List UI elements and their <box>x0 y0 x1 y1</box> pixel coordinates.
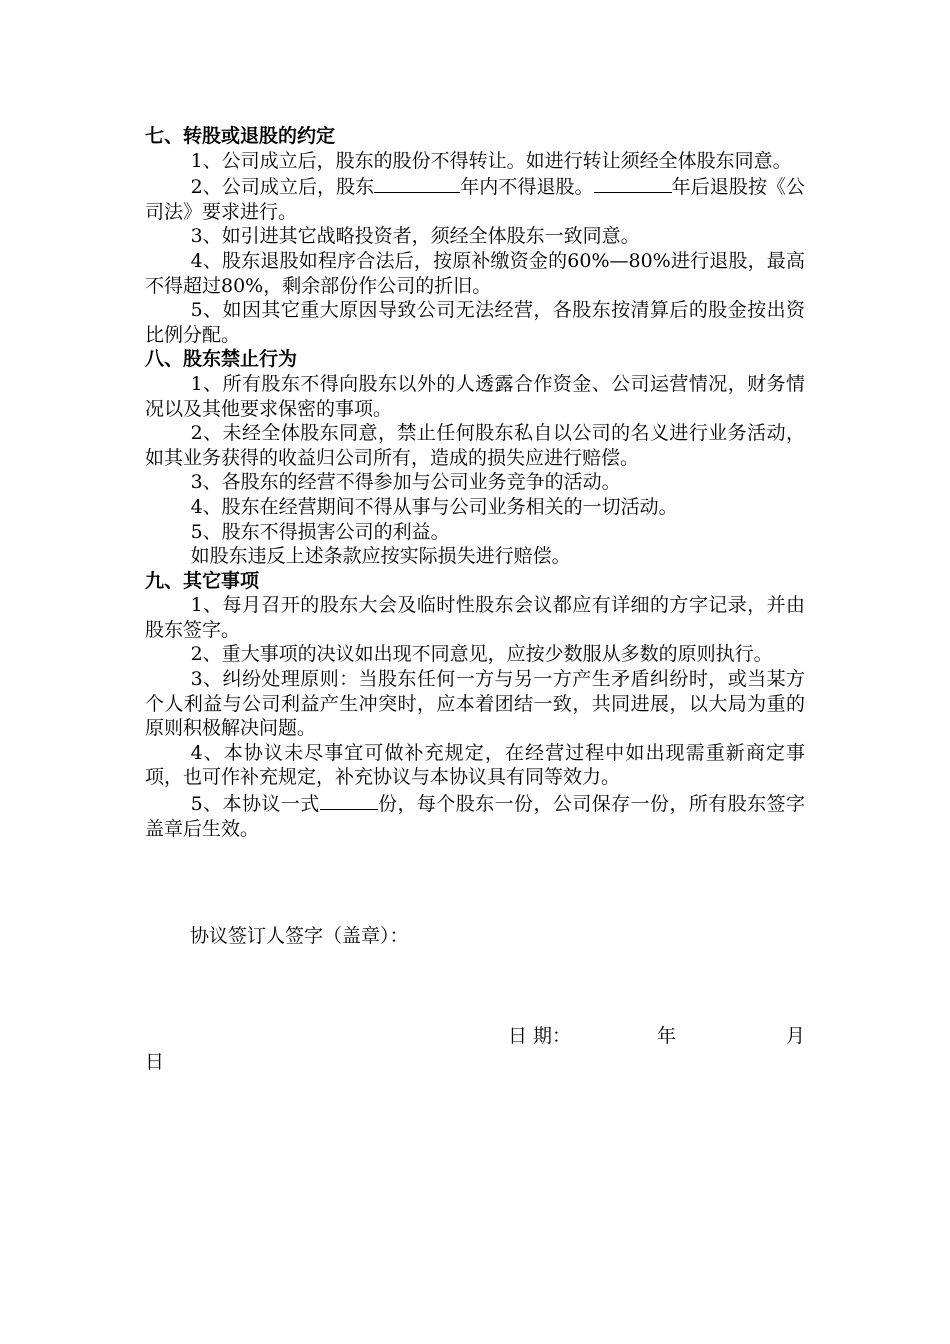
clause-9-5 <box>145 790 805 841</box>
agreement-body <box>145 124 805 841</box>
section-heading-transfer: 七、转股或退股的约定 <box>145 125 336 147</box>
section-heading-other: 九、其它事项 <box>145 569 260 592</box>
clause-7-2 <box>145 173 805 224</box>
section-heading-prohibited: 八、股东禁止行为 <box>145 348 298 371</box>
clause-8-3: 3、各股东的经营不得参加与公司业务竞争的活动。 <box>190 471 621 494</box>
clause-9-2: 2、重大事项的决议如出现不同意见，应按少数服从多数的原则执行。 <box>190 643 773 666</box>
blank-years-after-withdraw[interactable] <box>594 173 672 193</box>
clause-8-4: 4、股东在经营期间不得从事与公司业务相关的一切活动。 <box>190 495 678 518</box>
date-label: 日 期： <box>508 1025 572 1047</box>
date-month: 月 <box>786 1025 806 1047</box>
clause-8-2: 2、未经全体股东同意，禁止任何股东私自以公司的名义进行业务活动，如其业务获得的收益归公司所有，造成的损失应进行赔偿。 <box>145 422 805 469</box>
clause-7-4: 4、股东退股如程序合法后，按原补缴资金的60%—80%进行退股，最高不得超过80%，剩余部份作公司的折旧。 <box>145 249 805 297</box>
clause-7-1: 1、公司成立后，股东的股份不得转让。如进行转让须经全体股东同意。 <box>190 149 792 172</box>
clause-9-1: 1、每月召开的股东大会及临时性股东会议都应有详细的方字记录，并由股东签字。 <box>145 594 805 641</box>
clause-8-note: 如股东违反上述条款应按实际损失进行赔偿。 <box>190 545 571 568</box>
clause-8-1: 1、所有股东不得向股东以外的人透露合作资金、公司运营情况，财务情况以及其他要求保密的事项。 <box>145 372 805 420</box>
clause-9-3: 3、纠纷处理原则：当股东任何一方与另一方产生矛盾纠纷时，或当某方个人利益与公司利益产生冲突时，应本着团结一致，共同进展，以大局为重的原则积极解决问题。 <box>145 668 805 740</box>
clause-7-2-part2: 年内不得退股。 <box>460 176 594 199</box>
clause-7-5: 5、如因其它重大原因导致公司无法经营，各股东按清算后的股金按出资比例分配。 <box>145 299 805 346</box>
clause-9-4: 4、本协议未尽事宜可做补充规定，在经营过程中如出现需重新商定事项，也可作补充规定，补充协议与本协议具有同等效力。 <box>145 741 805 789</box>
clause-9-5-part2: 份，每个股东一份，公司保存一份，所有股东签字盖章后生效。 <box>145 793 805 840</box>
date-year: 年 <box>657 1025 677 1047</box>
date-day: 日 <box>145 1051 165 1073</box>
clause-8-5: 5、股东不得损害公司的利益。 <box>190 520 450 543</box>
clause-7-2-part1: 2、公司成立后，股东 <box>190 176 375 199</box>
blank-years-no-withdraw[interactable] <box>374 173 460 193</box>
blank-copies-count[interactable] <box>320 790 378 810</box>
clause-7-2-part3: 年后退股按《公司法》要求进行。 <box>145 176 805 223</box>
signature-line: 协议签订人签字（盖章）： <box>190 925 409 947</box>
clause-7-3: 3、如引进其它战略投资者，须经全体股东一致同意。 <box>190 225 640 248</box>
clause-9-5-part1: 5、本协议一式 <box>190 793 320 816</box>
